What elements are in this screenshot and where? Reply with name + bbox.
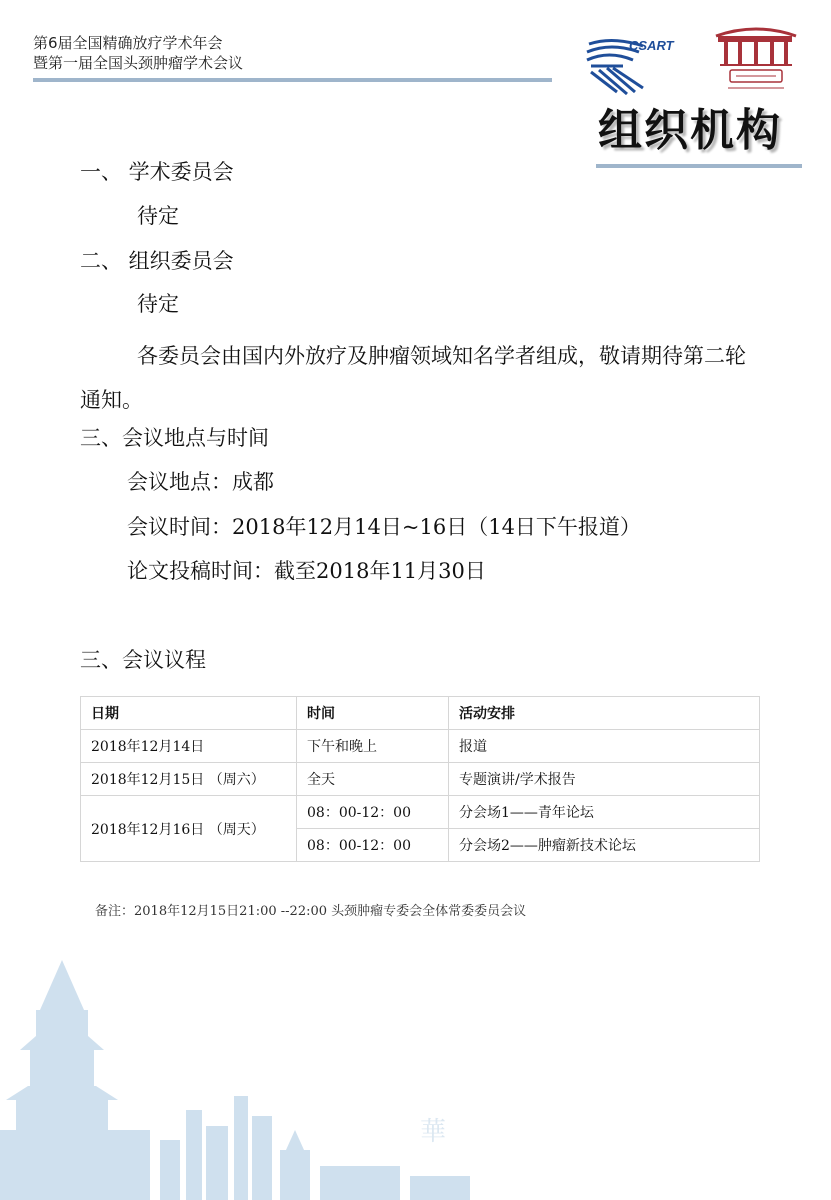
csart-logo <box>583 32 683 96</box>
academic-committee-tbd: 待定 <box>137 204 179 228</box>
committee-paragraph: 各委员会由国内外放疗及肿瘤领域知名学者组成，敬请期待第二轮通知。 <box>80 344 746 412</box>
csart-logo-text: CSART <box>629 38 674 53</box>
agenda-table <box>80 696 760 862</box>
table-row <box>81 730 760 763</box>
cell-activity: 分会场1——青年论坛 <box>449 796 760 829</box>
skyline-background-icon <box>0 940 831 1200</box>
venue-line: 会议地点：成都 <box>127 470 274 494</box>
academic-committee-heading: 一、 学术委员会 <box>80 160 234 184</box>
agenda-heading: 三、会议议程 <box>80 648 206 672</box>
hospital-seal-icon <box>708 22 806 96</box>
cell-time: 全天 <box>297 763 449 796</box>
cell-activity: 分会场2——肿瘤新技术论坛 <box>449 829 760 862</box>
table-header-row <box>81 697 760 730</box>
table-row <box>81 796 760 829</box>
time-line: 会议时间：2018年12月14日~16日（14日下午报道） <box>127 515 641 539</box>
header-activity: 活动安排 <box>449 697 760 730</box>
cell-date: 2018年12月14日 <box>81 730 297 763</box>
watermark-icon: 華 <box>420 1117 447 1147</box>
cell-time: 08：00-12：00 <box>297 796 449 829</box>
header-title-line1: 第6届全国精确放疗学术年会 <box>33 34 223 52</box>
table-row <box>81 763 760 796</box>
venue-heading: 三、会议地点与时间 <box>80 426 269 450</box>
organizing-committee-tbd: 待定 <box>137 292 179 316</box>
section-heading: 组织机构 <box>598 105 782 156</box>
header-date: 日期 <box>81 697 297 730</box>
agenda-note: 备注：2018年12月15日21:00 --22:00 头颈肿瘤专委会全体常委委员会议 <box>95 904 527 919</box>
header-time: 时间 <box>297 697 449 730</box>
heading-rule <box>596 164 802 168</box>
cell-time: 08：00-12：00 <box>297 829 449 862</box>
cell-date: 2018年12月16日 （周天） <box>81 796 297 862</box>
cell-date: 2018年12月15日 （周六） <box>81 763 297 796</box>
cell-time: 下午和晚上 <box>297 730 449 763</box>
cell-activity: 专题演讲/学术报告 <box>449 763 760 796</box>
header-title-line2: 暨第一届全国头颈肿瘤学术会议 <box>33 54 244 72</box>
header-title <box>33 33 243 73</box>
deadline-line: 论文投稿时间：截至2018年11月30日 <box>127 559 486 583</box>
header-rule <box>33 78 552 82</box>
organizing-committee-heading: 二、 组织委员会 <box>80 249 234 273</box>
cell-activity: 报道 <box>449 730 760 763</box>
